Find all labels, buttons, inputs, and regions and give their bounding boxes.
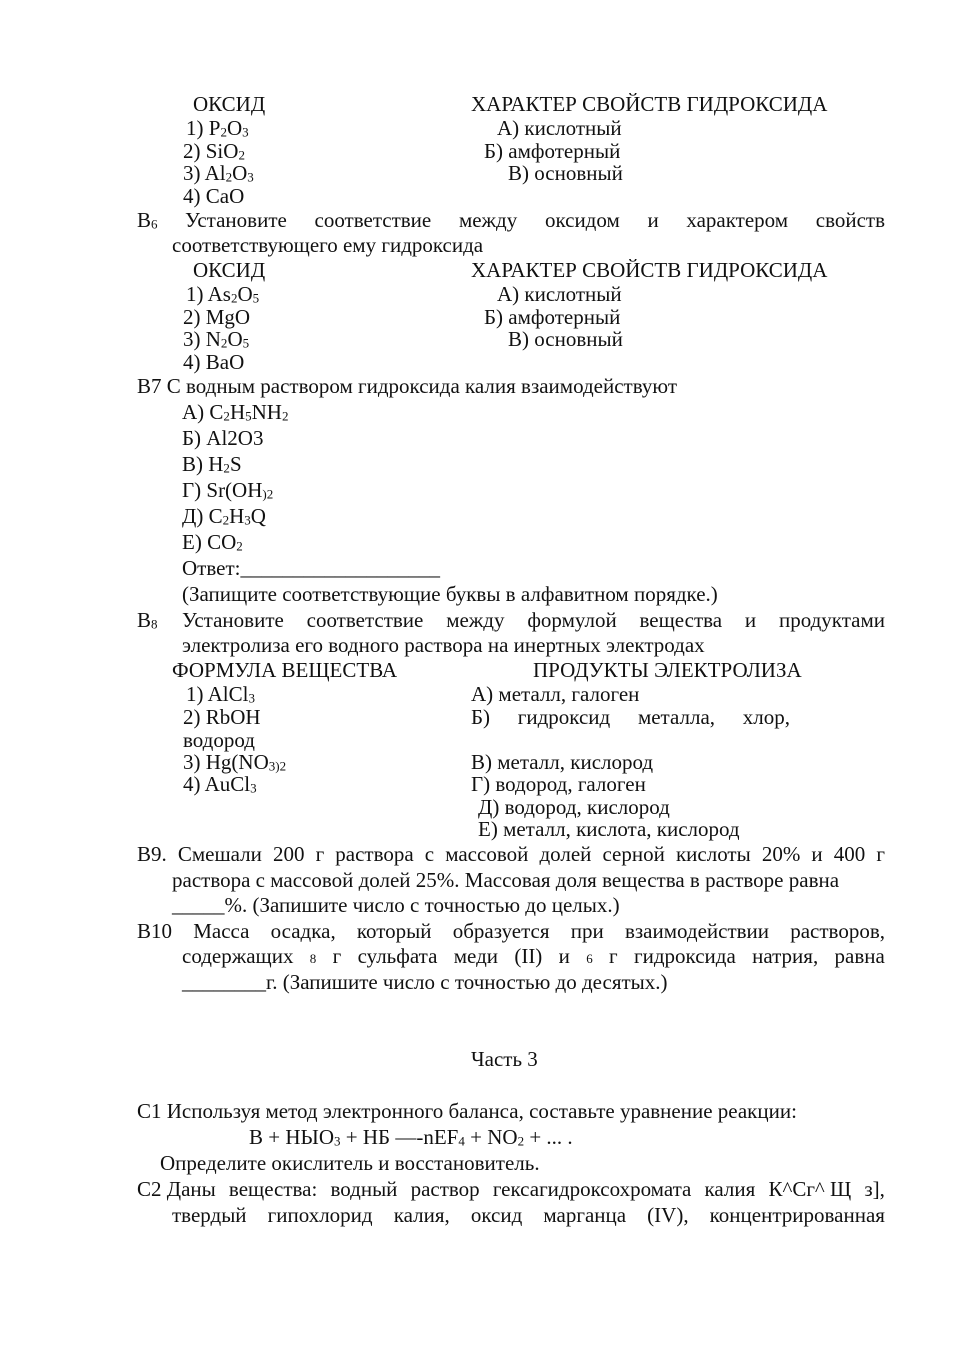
- b6-question-line2: соответствующего ему гидроксида: [172, 233, 484, 257]
- b8-product-v: В) металл, кислород: [471, 750, 654, 774]
- b6-label: $В_6$: [137, 208, 158, 232]
- b8-question-line2: электролиза его водного раствора на инертных электродах: [182, 633, 705, 657]
- b8-formula-4: 4) AuCl$_3$: [183, 772, 257, 796]
- b8-label: $В_8$: [137, 608, 158, 632]
- c1-equation: $B + HЫO_3$ + HБ —-nEF$_4$ + $NO_2$ + ... .: [249, 1125, 573, 1149]
- b6-question-line1: Установите соответствие между оксидом и характером свойств: [185, 208, 885, 232]
- b7-option-d: Д) $C_2H_3Q$: [182, 504, 266, 528]
- b7-option-b: Б) Al2O3: [182, 426, 264, 450]
- b8-product-d: Д) водород, кислород: [478, 795, 670, 819]
- b6-col-oxide: ОКСИД: [193, 258, 266, 282]
- b6-oxide-2: 2) MgO: [183, 305, 251, 329]
- b6-oxide-1: 1) $As_2O_5$: [186, 282, 260, 306]
- b8-product-b: Б) гидроксид металла, хлор,: [471, 705, 790, 729]
- c1-question: С1 Используя метод электронного баланса, составьте уравнение реакции:: [137, 1099, 797, 1123]
- b5-oxide-3: 3) $Al_2O_3$: [183, 161, 254, 185]
- b8-formula-3: 3) $Hg(NO_{3)2}$: [183, 750, 287, 774]
- b9-question-line1: В9. Смешали 200 г раствора с массовой долей серной кислоты 20% и 400 г: [137, 842, 885, 866]
- b7-option-v: В) $H_2S$: [182, 452, 242, 476]
- b8-formula-2: 2) RbOH: [183, 705, 261, 729]
- b8-product-a: А) металл, галоген: [471, 682, 640, 706]
- b5-col-hydroxide: ХАРАКТЕР СВОЙСТВ ГИДРОКСИДА: [471, 92, 828, 116]
- b6-prop-v: В) основный: [508, 327, 623, 351]
- b8-product-e: Е) металл, кислота, кислород: [478, 817, 740, 841]
- b6-oxide-3: 3) $N_2O_5$: [183, 327, 250, 351]
- b9-question-line2: раствора с массовой долей 25%. Массовая доля вещества в растворе равна: [172, 868, 840, 892]
- b9-answer-field[interactable]: _____: [172, 893, 225, 917]
- b10-question-line2: содержащих 8 г сульфата меди (II) и 6 г гидроксида натрия, равна: [182, 944, 885, 968]
- b7-answer-field[interactable]: ___________________: [240, 556, 440, 580]
- b7-option-a: А) $C_2H_5NH_2$: [182, 400, 289, 424]
- b5-col-oxide: ОКСИД: [193, 92, 266, 116]
- b10-answer-field[interactable]: ________: [182, 970, 266, 994]
- b6-col-hydroxide: ХАРАКТЕР СВОЙСТВ ГИДРОКСИДА: [471, 258, 828, 282]
- b5-prop-a: А) кислотный: [497, 116, 622, 140]
- b7-answer-label: Ответ:: [182, 556, 241, 580]
- c2-line2: твердый гипохлорид калия, оксид марганца (IV), концентрированная: [172, 1203, 885, 1227]
- b5-oxide-2: 2) SiO$_2$: [183, 139, 245, 163]
- b5-prop-v: В) основный: [508, 161, 623, 185]
- b6-prop-b: Б) амфотерный: [484, 305, 621, 329]
- c2-line1: С2 Даны вещества: водный раствор гексагидроксохромата калия К^Сг^ Щ з],: [137, 1177, 885, 1201]
- b10-question-line1: В10 Масса осадка, который образуется при взаимодействии растворов,: [137, 919, 885, 943]
- b5-prop-b: Б) амфотерный: [484, 139, 621, 163]
- b8-product-g: Г) водород, галоген: [471, 772, 646, 796]
- c1-instruction: Определите окислитель и восстановитель.: [160, 1151, 540, 1175]
- b7-answer: [182, 556, 440, 580]
- b7-note: (Запищите соответствующие буквы в алфавитном порядке.): [182, 582, 718, 606]
- b7-question: В7 С водным раствором гидроксида калия взаимодействуют: [137, 374, 678, 398]
- b6-oxide-4: 4) BaO: [183, 350, 245, 374]
- b7-option-e: Е) $CO_2$: [182, 530, 243, 554]
- b8-formula-1: 1) AlCl$_3$: [186, 682, 255, 706]
- b8-formula-2-cont: водород: [183, 728, 255, 752]
- b5-oxide-1: 1) $P_2O_3$: [186, 116, 249, 140]
- b10-question-line3: ________г. (Запишите число с точностью до десятых.): [182, 970, 668, 994]
- b9-question-line3: _____%. (Запишите число с точностью до целых.): [172, 893, 620, 917]
- b6-prop-a: А) кислотный: [497, 282, 622, 306]
- b8-col-formula: ФОРМУЛА ВЕЩЕСТВА: [172, 658, 398, 682]
- b8-col-products: ПРОДУКТЫ ЭЛЕКТРОЛИЗА: [533, 658, 802, 682]
- part3-title: Часть 3: [471, 1047, 538, 1071]
- b5-oxide-4: 4) CaO: [183, 184, 245, 208]
- b8-question-line1: Установите соответствие между формулой вещества и продуктами: [182, 608, 885, 632]
- b7-option-g: Г) $Sr(OH_{)2}$: [182, 478, 274, 502]
